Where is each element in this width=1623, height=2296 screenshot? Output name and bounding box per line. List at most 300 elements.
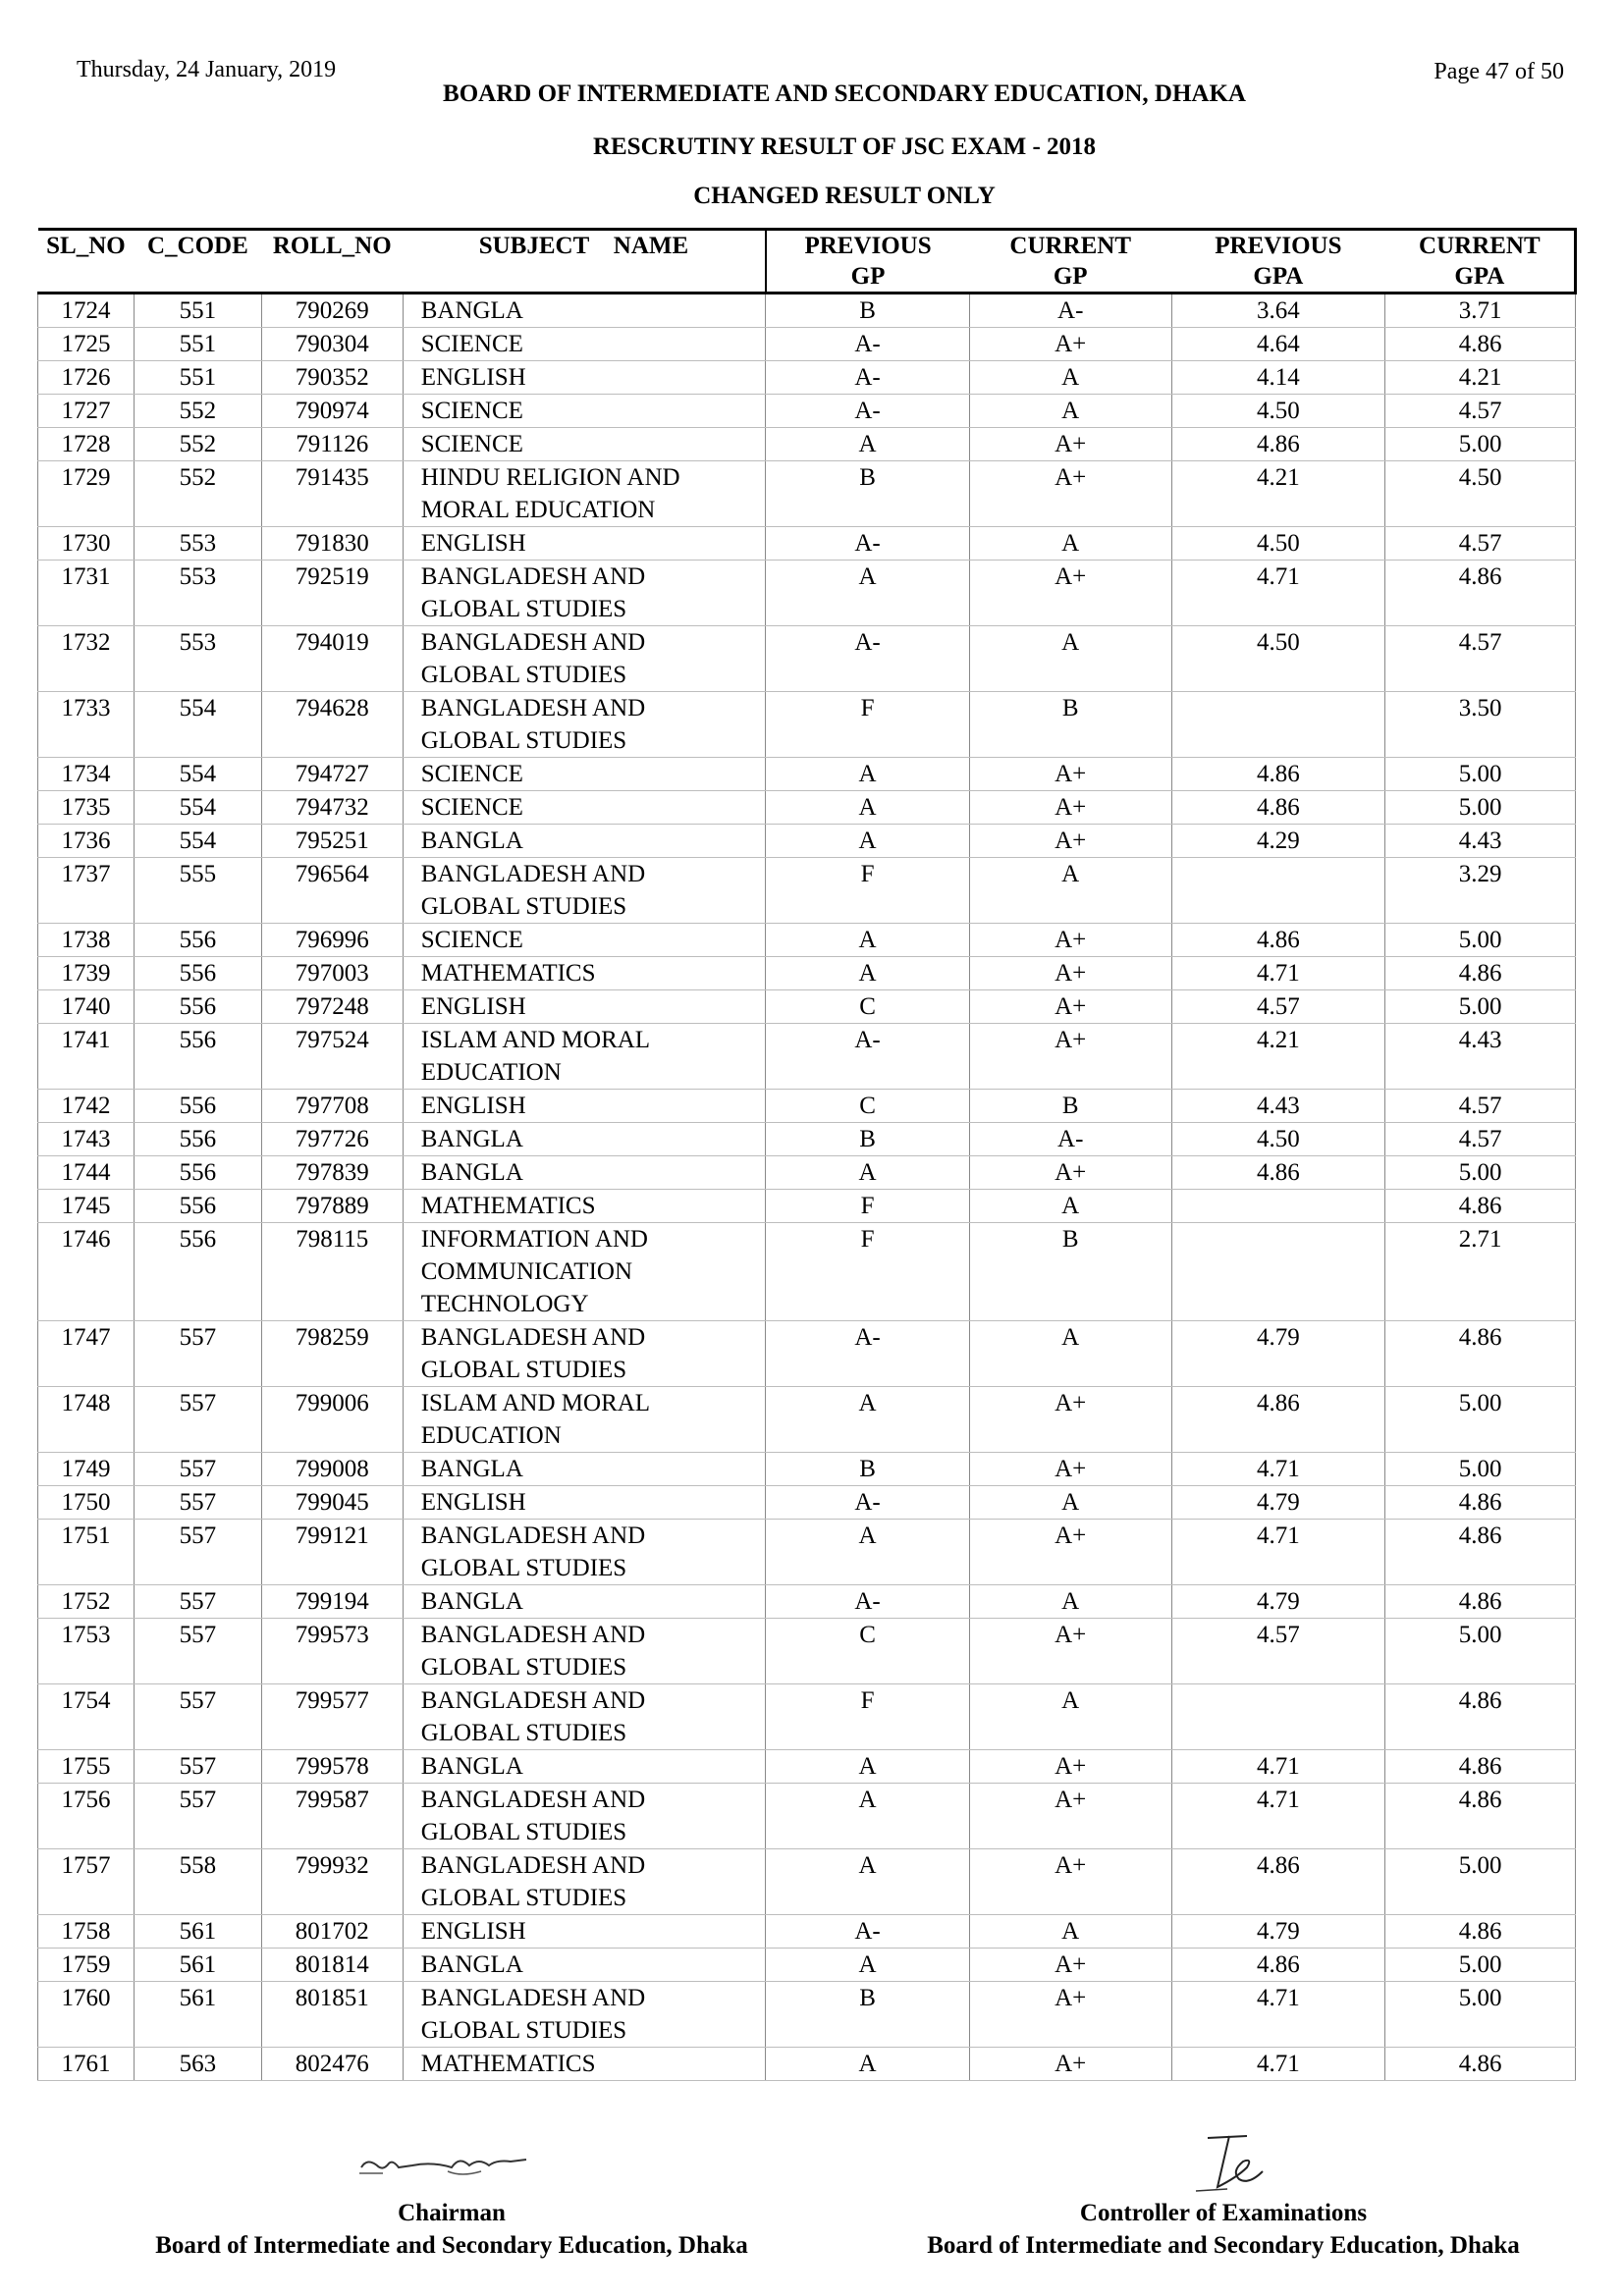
table-row (38, 692, 1576, 758)
cell-current-gpa: 5.00 (1385, 1619, 1576, 1684)
cell-previous-gp: A (766, 825, 970, 858)
cell-c-code: 558 (134, 1849, 261, 1915)
cell-subject (403, 692, 765, 758)
table-row (38, 1090, 1576, 1123)
table-row (38, 1156, 1576, 1190)
cell-c-code: 556 (134, 924, 261, 957)
cell-sl-no: 1742 (38, 1090, 135, 1123)
cell-sl-no: 1727 (38, 395, 135, 428)
controller-signature (1188, 2128, 1276, 2202)
cell-current-gp: A (969, 1321, 1171, 1387)
col-current-gpa: CURRENT GPA (1385, 230, 1576, 294)
cell-previous-gp: A- (766, 1024, 970, 1090)
cell-current-gpa: 4.86 (1385, 561, 1576, 626)
cell-current-gpa: 4.86 (1385, 957, 1576, 990)
cell-current-gpa: 4.86 (1385, 1750, 1576, 1784)
table-row (38, 1784, 1576, 1849)
cell-c-code: 556 (134, 957, 261, 990)
cell-previous-gp: A- (766, 361, 970, 395)
subject-line: BANGLA (420, 297, 523, 324)
cell-previous-gp: C (766, 1619, 970, 1684)
cell-roll-no: 799932 (261, 1849, 403, 1915)
cell-subject (403, 428, 765, 461)
cell-previous-gpa (1171, 858, 1385, 924)
cell-previous-gpa: 4.50 (1171, 626, 1385, 692)
table-row (38, 1223, 1576, 1321)
subject-line: BANGLADESH AND (420, 1787, 646, 1813)
cell-current-gp: A (969, 858, 1171, 924)
cell-sl-no: 1725 (38, 328, 135, 361)
cell-roll-no: 801851 (261, 1982, 403, 2048)
cell-subject (403, 1750, 765, 1784)
subject-line: ENGLISH (420, 1918, 526, 1945)
cell-previous-gp: B (766, 1982, 970, 2048)
cell-subject (403, 1223, 765, 1321)
cell-previous-gp: A (766, 561, 970, 626)
cell-previous-gpa: 4.50 (1171, 395, 1385, 428)
cell-previous-gp: A (766, 1784, 970, 1849)
cell-c-code: 551 (134, 294, 261, 328)
table-row (38, 1387, 1576, 1453)
subject-line: TECHNOLOGY (420, 1291, 589, 1317)
cell-current-gp: B (969, 1223, 1171, 1321)
table-row (38, 1024, 1576, 1090)
table-row (38, 1949, 1576, 1982)
cell-previous-gp: F (766, 1684, 970, 1750)
chairman-title: Chairman (398, 2200, 506, 2226)
cell-subject (403, 1123, 765, 1156)
cell-previous-gpa: 4.21 (1171, 1024, 1385, 1090)
cell-previous-gpa: 4.71 (1171, 2048, 1385, 2081)
controller-block (880, 2197, 1567, 2262)
cell-previous-gp: A (766, 758, 970, 791)
cell-subject (403, 924, 765, 957)
cell-current-gp: A+ (969, 1156, 1171, 1190)
cell-roll-no: 797889 (261, 1190, 403, 1223)
subject-line: GLOBAL STUDIES (420, 1885, 627, 1911)
cell-previous-gpa (1171, 1223, 1385, 1321)
cell-current-gp: A+ (969, 428, 1171, 461)
cell-current-gpa: 5.00 (1385, 1982, 1576, 2048)
subject-line: SCIENCE (420, 331, 523, 357)
subject-line: BANGLADESH AND (420, 1622, 646, 1648)
subject-line: GLOBAL STUDIES (420, 1720, 627, 1746)
cell-previous-gp: A- (766, 527, 970, 561)
cell-previous-gp: A- (766, 626, 970, 692)
cell-c-code: 556 (134, 1123, 261, 1156)
subject-line: MATHEMATICS (420, 1193, 596, 1219)
cell-previous-gpa: 4.71 (1171, 1520, 1385, 1585)
cell-roll-no: 790974 (261, 395, 403, 428)
cell-previous-gpa: 4.71 (1171, 1453, 1385, 1486)
subject-line: SCIENCE (420, 927, 523, 953)
cell-roll-no: 797726 (261, 1123, 403, 1156)
cell-roll-no: 799578 (261, 1750, 403, 1784)
subject-line: BANGLA (420, 1951, 523, 1978)
subject-line: ENGLISH (420, 364, 526, 391)
cell-roll-no: 797708 (261, 1090, 403, 1123)
cell-c-code: 556 (134, 1090, 261, 1123)
cell-sl-no: 1751 (38, 1520, 135, 1585)
cell-current-gpa: 4.43 (1385, 825, 1576, 858)
board-title: BOARD OF INTERMEDIATE AND SECONDARY EDUCATION, DHAKA (443, 80, 1246, 107)
subject-line: BANGLADESH AND (420, 861, 646, 887)
table-row (38, 1585, 1576, 1619)
cell-previous-gp: B (766, 1123, 970, 1156)
col-subject-name: SUBJECT NAME (403, 230, 765, 294)
subject-line: HINDU RELIGION AND (420, 464, 680, 491)
cell-sl-no: 1749 (38, 1453, 135, 1486)
cell-roll-no: 791830 (261, 527, 403, 561)
cell-roll-no: 794019 (261, 626, 403, 692)
cell-previous-gp: A (766, 924, 970, 957)
results-table (37, 228, 1577, 2081)
cell-roll-no: 791126 (261, 428, 403, 461)
cell-current-gp: A (969, 395, 1171, 428)
cell-current-gp: A+ (969, 924, 1171, 957)
cell-previous-gp: A (766, 2048, 970, 2081)
cell-roll-no: 799008 (261, 1453, 403, 1486)
table-row (38, 1750, 1576, 1784)
subject-line: BANGLADESH AND (420, 563, 646, 590)
cell-current-gp: A+ (969, 791, 1171, 825)
subject-line: SCIENCE (420, 761, 523, 787)
cell-current-gp: A+ (969, 1024, 1171, 1090)
cell-previous-gp: A (766, 1849, 970, 1915)
cell-current-gpa: 4.86 (1385, 2048, 1576, 2081)
cell-previous-gpa: 4.79 (1171, 1585, 1385, 1619)
cell-previous-gpa: 4.57 (1171, 990, 1385, 1024)
subject-line: BANGLA (420, 1456, 523, 1482)
cell-previous-gp: A (766, 1387, 970, 1453)
table-row (38, 361, 1576, 395)
cell-c-code: 554 (134, 758, 261, 791)
cell-previous-gpa: 4.86 (1171, 758, 1385, 791)
cell-current-gp: A+ (969, 1982, 1171, 2048)
subject-line: BANGLA (420, 1126, 523, 1152)
cell-sl-no: 1731 (38, 561, 135, 626)
cell-previous-gp: A- (766, 1486, 970, 1520)
cell-previous-gp: C (766, 1090, 970, 1123)
subject-line: ISLAM AND MORAL (420, 1027, 651, 1053)
cell-current-gpa: 4.57 (1385, 395, 1576, 428)
cell-c-code: 556 (134, 1156, 261, 1190)
cell-sl-no: 1744 (38, 1156, 135, 1190)
cell-previous-gp: A- (766, 1585, 970, 1619)
cell-previous-gp: B (766, 461, 970, 527)
cell-current-gpa: 5.00 (1385, 428, 1576, 461)
table-row (38, 758, 1576, 791)
result-note: CHANGED RESULT ONLY (693, 183, 996, 209)
cell-subject (403, 561, 765, 626)
cell-current-gpa: 5.00 (1385, 1849, 1576, 1915)
cell-current-gp: A- (969, 294, 1171, 328)
table-row (38, 1849, 1576, 1915)
table-row (38, 858, 1576, 924)
table-row (38, 1190, 1576, 1223)
cell-roll-no: 790352 (261, 361, 403, 395)
cell-sl-no: 1734 (38, 758, 135, 791)
cell-current-gpa: 5.00 (1385, 758, 1576, 791)
cell-current-gp: A (969, 1486, 1171, 1520)
table-row (38, 1453, 1576, 1486)
cell-current-gp: B (969, 1090, 1171, 1123)
table-row (38, 1123, 1576, 1156)
cell-c-code: 555 (134, 858, 261, 924)
cell-current-gpa: 4.21 (1385, 361, 1576, 395)
cell-previous-gp: F (766, 1190, 970, 1223)
subject-line: BANGLADESH AND (420, 1985, 646, 2011)
cell-c-code: 557 (134, 1585, 261, 1619)
cell-c-code: 554 (134, 791, 261, 825)
cell-current-gpa: 2.71 (1385, 1223, 1576, 1321)
cell-sl-no: 1761 (38, 2048, 135, 2081)
cell-current-gpa: 4.57 (1385, 1123, 1576, 1156)
cell-c-code: 552 (134, 428, 261, 461)
cell-roll-no: 799045 (261, 1486, 403, 1520)
col-previous-gpa: PREVIOUS GPA (1171, 230, 1385, 294)
subject-line: BANGLA (420, 1753, 523, 1780)
cell-sl-no: 1735 (38, 791, 135, 825)
cell-previous-gp: B (766, 294, 970, 328)
table-row (38, 527, 1576, 561)
cell-current-gp: A+ (969, 1520, 1171, 1585)
cell-subject (403, 1849, 765, 1915)
subject-line: SCIENCE (420, 431, 523, 457)
subject-line: BANGLA (420, 828, 523, 854)
cell-sl-no: 1758 (38, 1915, 135, 1949)
subject-line: BANGLA (420, 1159, 523, 1186)
subject-line: BANGLADESH AND (420, 629, 646, 656)
cell-c-code: 556 (134, 1190, 261, 1223)
cell-previous-gpa: 4.86 (1171, 924, 1385, 957)
cell-subject (403, 791, 765, 825)
cell-roll-no: 802476 (261, 2048, 403, 2081)
cell-current-gpa: 4.57 (1385, 626, 1576, 692)
cell-sl-no: 1748 (38, 1387, 135, 1453)
cell-roll-no: 796564 (261, 858, 403, 924)
cell-c-code: 563 (134, 2048, 261, 2081)
table-row (38, 561, 1576, 626)
cell-c-code: 557 (134, 1784, 261, 1849)
cell-roll-no: 799194 (261, 1585, 403, 1619)
cell-previous-gpa: 4.86 (1171, 1949, 1385, 1982)
cell-roll-no: 799573 (261, 1619, 403, 1684)
chairman-signature (353, 2138, 540, 2192)
cell-c-code: 557 (134, 1520, 261, 1585)
cell-previous-gpa (1171, 1684, 1385, 1750)
cell-roll-no: 797003 (261, 957, 403, 990)
cell-current-gpa: 4.86 (1385, 1520, 1576, 1585)
cell-current-gp: A+ (969, 1949, 1171, 1982)
cell-roll-no: 801702 (261, 1915, 403, 1949)
cell-c-code: 561 (134, 1982, 261, 2048)
cell-subject (403, 527, 765, 561)
cell-current-gp: A+ (969, 461, 1171, 527)
cell-previous-gp: A- (766, 1915, 970, 1949)
cell-sl-no: 1738 (38, 924, 135, 957)
cell-subject (403, 461, 765, 527)
cell-sl-no: 1754 (38, 1684, 135, 1750)
cell-roll-no: 791435 (261, 461, 403, 527)
cell-previous-gpa: 4.43 (1171, 1090, 1385, 1123)
cell-c-code: 557 (134, 1387, 261, 1453)
subject-line: BANGLA (420, 1588, 523, 1615)
cell-previous-gpa: 4.79 (1171, 1321, 1385, 1387)
cell-current-gpa: 3.50 (1385, 692, 1576, 758)
chairman-org: Board of Intermediate and Secondary Education, Dhaka (155, 2232, 748, 2259)
cell-current-gp: A+ (969, 758, 1171, 791)
cell-sl-no: 1746 (38, 1223, 135, 1321)
cell-roll-no: 797248 (261, 990, 403, 1024)
cell-subject (403, 858, 765, 924)
cell-current-gp: A+ (969, 1619, 1171, 1684)
cell-previous-gpa: 4.79 (1171, 1915, 1385, 1949)
cell-subject (403, 1982, 765, 2048)
cell-sl-no: 1726 (38, 361, 135, 395)
subject-line: GLOBAL STUDIES (420, 727, 627, 754)
cell-current-gpa: 5.00 (1385, 1453, 1576, 1486)
cell-roll-no: 801814 (261, 1949, 403, 1982)
cell-current-gpa: 4.86 (1385, 1585, 1576, 1619)
cell-subject (403, 1453, 765, 1486)
exam-title: RESCRUTINY RESULT OF JSC EXAM - 2018 (592, 133, 1097, 160)
cell-subject (403, 1024, 765, 1090)
table-row (38, 791, 1576, 825)
col-c-code: C_CODE (134, 230, 261, 294)
cell-sl-no: 1750 (38, 1486, 135, 1520)
cell-previous-gp: F (766, 692, 970, 758)
cell-c-code: 556 (134, 990, 261, 1024)
cell-previous-gpa: 4.86 (1171, 1849, 1385, 1915)
subject-line: GLOBAL STUDIES (420, 1357, 627, 1383)
cell-current-gp: A+ (969, 1784, 1171, 1849)
cell-previous-gp: A (766, 428, 970, 461)
cell-subject (403, 328, 765, 361)
cell-previous-gp: A- (766, 395, 970, 428)
cell-roll-no: 794732 (261, 791, 403, 825)
cell-roll-no: 798259 (261, 1321, 403, 1387)
cell-roll-no: 794727 (261, 758, 403, 791)
subject-line: GLOBAL STUDIES (420, 2017, 627, 2044)
cell-current-gp: A+ (969, 957, 1171, 990)
subject-line: GLOBAL STUDIES (420, 1819, 627, 1845)
cell-sl-no: 1730 (38, 527, 135, 561)
cell-previous-gpa: 4.71 (1171, 1784, 1385, 1849)
cell-current-gpa: 3.29 (1385, 858, 1576, 924)
table-row (38, 990, 1576, 1024)
cell-previous-gp: A (766, 1156, 970, 1190)
cell-previous-gpa: 4.21 (1171, 461, 1385, 527)
cell-current-gp: A+ (969, 825, 1171, 858)
cell-subject (403, 1321, 765, 1387)
cell-sl-no: 1737 (38, 858, 135, 924)
cell-current-gpa: 4.86 (1385, 1190, 1576, 1223)
subject-line: GLOBAL STUDIES (420, 596, 627, 622)
cell-subject (403, 1784, 765, 1849)
cell-subject (403, 626, 765, 692)
cell-sl-no: 1752 (38, 1585, 135, 1619)
subject-line: INFORMATION AND (420, 1226, 648, 1253)
cell-sl-no: 1760 (38, 1982, 135, 2048)
cell-sl-no: 1740 (38, 990, 135, 1024)
cell-current-gp: A+ (969, 2048, 1171, 2081)
cell-c-code: 554 (134, 692, 261, 758)
cell-subject (403, 2048, 765, 2081)
cell-current-gp: A (969, 1190, 1171, 1223)
cell-subject (403, 395, 765, 428)
cell-subject (403, 1486, 765, 1520)
cell-c-code: 553 (134, 527, 261, 561)
subject-line: SCIENCE (420, 794, 523, 821)
cell-subject (403, 294, 765, 328)
cell-c-code: 557 (134, 1453, 261, 1486)
cell-current-gp: A+ (969, 561, 1171, 626)
cell-subject (403, 1520, 765, 1585)
cell-subject (403, 1156, 765, 1190)
cell-c-code: 553 (134, 626, 261, 692)
subject-line: BANGLADESH AND (420, 1852, 646, 1879)
cell-subject (403, 957, 765, 990)
cell-current-gpa: 5.00 (1385, 924, 1576, 957)
subject-line: GLOBAL STUDIES (420, 1654, 627, 1681)
cell-subject (403, 1684, 765, 1750)
cell-c-code: 556 (134, 1024, 261, 1090)
cell-current-gpa: 4.86 (1385, 1684, 1576, 1750)
cell-c-code: 561 (134, 1949, 261, 1982)
cell-current-gpa: 4.86 (1385, 1321, 1576, 1387)
cell-current-gpa: 5.00 (1385, 1156, 1576, 1190)
subject-line: BANGLADESH AND (420, 695, 646, 721)
subject-line: MORAL EDUCATION (420, 497, 656, 523)
cell-current-gp: B (969, 692, 1171, 758)
cell-roll-no: 799587 (261, 1784, 403, 1849)
col-sl-no: SL_NO (38, 230, 135, 294)
cell-previous-gp: B (766, 1453, 970, 1486)
cell-c-code: 557 (134, 1486, 261, 1520)
cell-roll-no: 790269 (261, 294, 403, 328)
table-row (38, 924, 1576, 957)
cell-current-gp: A- (969, 1123, 1171, 1156)
table-row (38, 395, 1576, 428)
cell-subject (403, 1619, 765, 1684)
cell-c-code: 551 (134, 328, 261, 361)
subject-line: GLOBAL STUDIES (420, 662, 627, 688)
col-previous-gp: PREVIOUS GP (766, 230, 970, 294)
cell-current-gp: A (969, 626, 1171, 692)
cell-c-code: 557 (134, 1321, 261, 1387)
cell-previous-gp: C (766, 990, 970, 1024)
cell-previous-gpa: 4.86 (1171, 1387, 1385, 1453)
cell-subject (403, 825, 765, 858)
cell-sl-no: 1732 (38, 626, 135, 692)
subject-line: ENGLISH (420, 1489, 526, 1516)
cell-roll-no: 798115 (261, 1223, 403, 1321)
cell-sl-no: 1743 (38, 1123, 135, 1156)
cell-sl-no: 1736 (38, 825, 135, 858)
subject-line: ENGLISH (420, 1093, 526, 1119)
cell-current-gp: A+ (969, 990, 1171, 1024)
cell-sl-no: 1759 (38, 1949, 135, 1982)
cell-current-gp: A (969, 527, 1171, 561)
cell-current-gp: A+ (969, 328, 1171, 361)
cell-current-gp: A+ (969, 1750, 1171, 1784)
table-row (38, 626, 1576, 692)
cell-previous-gpa: 4.79 (1171, 1486, 1385, 1520)
col-current-gp: CURRENT GP (969, 230, 1171, 294)
cell-sl-no: 1739 (38, 957, 135, 990)
chairman-block (108, 2197, 795, 2262)
